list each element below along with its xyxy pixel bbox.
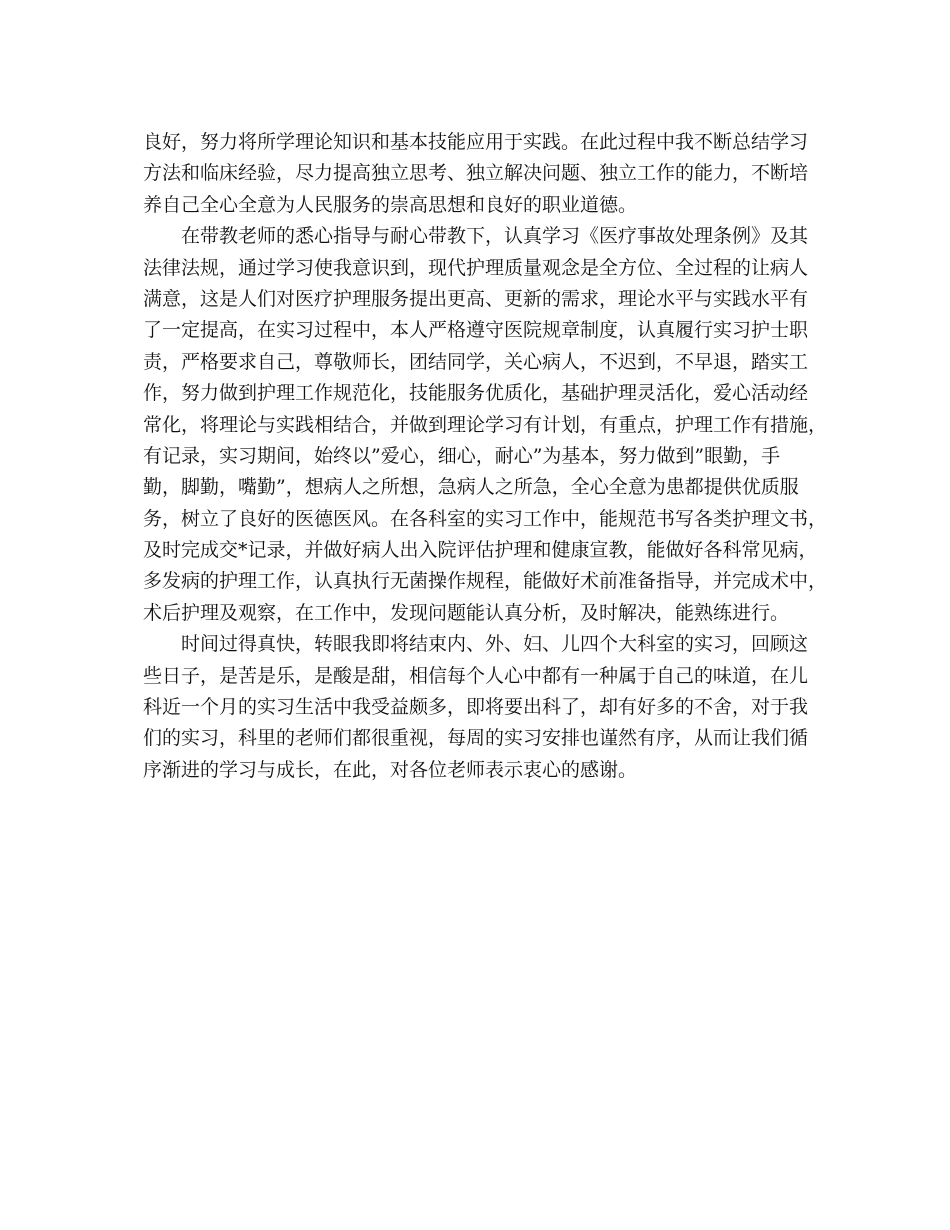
text-line: 务，树立了良好的医德医风。在各科室的实习工作中，能规范书写各类护理文书， — [143, 507, 828, 530]
text-line: 序渐进的学习与成长，在此，对各位老师表示衷心的感谢。 — [143, 758, 638, 781]
text-line: 良好，努力将所学理论知识和基本技能应用于实践。在此过程中我不断总结学习 — [143, 131, 809, 153]
document-body — [143, 127, 828, 786]
paragraph — [143, 127, 807, 221]
text-line: 及时完成交*记录，并做好病人出入院评估护理和健康宣教，能做好各科常见病， — [143, 539, 818, 562]
text-line: 方法和临床经验，尽力提高独立思考、独立解决问题、独立工作的能力，不断培 — [143, 162, 809, 185]
paragraph — [143, 221, 828, 629]
text-line: 有记录，实习期间，始终以”爱心，细心，耐心”为基本，努力做到”眼勤，手 — [143, 444, 781, 467]
paragraph — [143, 629, 807, 786]
text-line: 们的实习，科里的老师们都很重视，每周的实习安排也谨然有序，从而让我们循 — [143, 727, 809, 750]
text-line: 些日子，是苦是乐，是酸是甜，相信每个人心中都有一种属于自己的味道，在儿 — [143, 664, 809, 687]
text-line: 术后护理及观察，在工作中，发现问题能认真分析，及时解决，能熟练进行。 — [143, 601, 790, 624]
text-line: 勤，脚勤，嘴勤”，想病人之所想，急病人之所急，全心全意为患都提供优质服 — [143, 476, 799, 499]
text-line: 责，严格要求自己，尊敬师长，团结同学，关心病人，不迟到，不早退，踏实工 — [143, 350, 809, 373]
text-line: 养自己全心全意为人民服务的崇高思想和良好的职业道德。 — [143, 193, 638, 216]
text-line: 在带教老师的悉心指导与耐心带教下，认真学习《医疗事故处理条例》及其 — [181, 225, 809, 248]
text-line: 了一定提高，在实习过程中，本人严格遵守医院规章制度，认真履行实习护士职 — [143, 319, 809, 342]
text-line: 作，努力做到护理工作规范化，技能服务优质化，基础护理灵活化，爱心活动经 — [143, 382, 809, 405]
text-line: 满意，这是人们对医疗护理服务提出更高、更新的需求，理论水平与实践水平有 — [143, 287, 809, 310]
text-line: 常化，将理论与实践相结合，并做到理论学习有计划，有重点，护理工作有措施， — [143, 413, 828, 436]
text-line: 法律法规，通过学习使我意识到，现代护理质量观念是全方位、全过程的让病人 — [143, 256, 809, 279]
text-line: 多发病的护理工作，认真执行无菌操作规程，能做好术前准备指导，并完成术中， — [143, 570, 828, 593]
text-line: 科近一个月的实习生活中我受益颇多，即将要出科了，却有好多的不舍，对于我 — [143, 696, 809, 719]
text-line: 时间过得真快，转眼我即将结束内、外、妇、儿四个大科室的实习，回顾这 — [181, 633, 809, 656]
